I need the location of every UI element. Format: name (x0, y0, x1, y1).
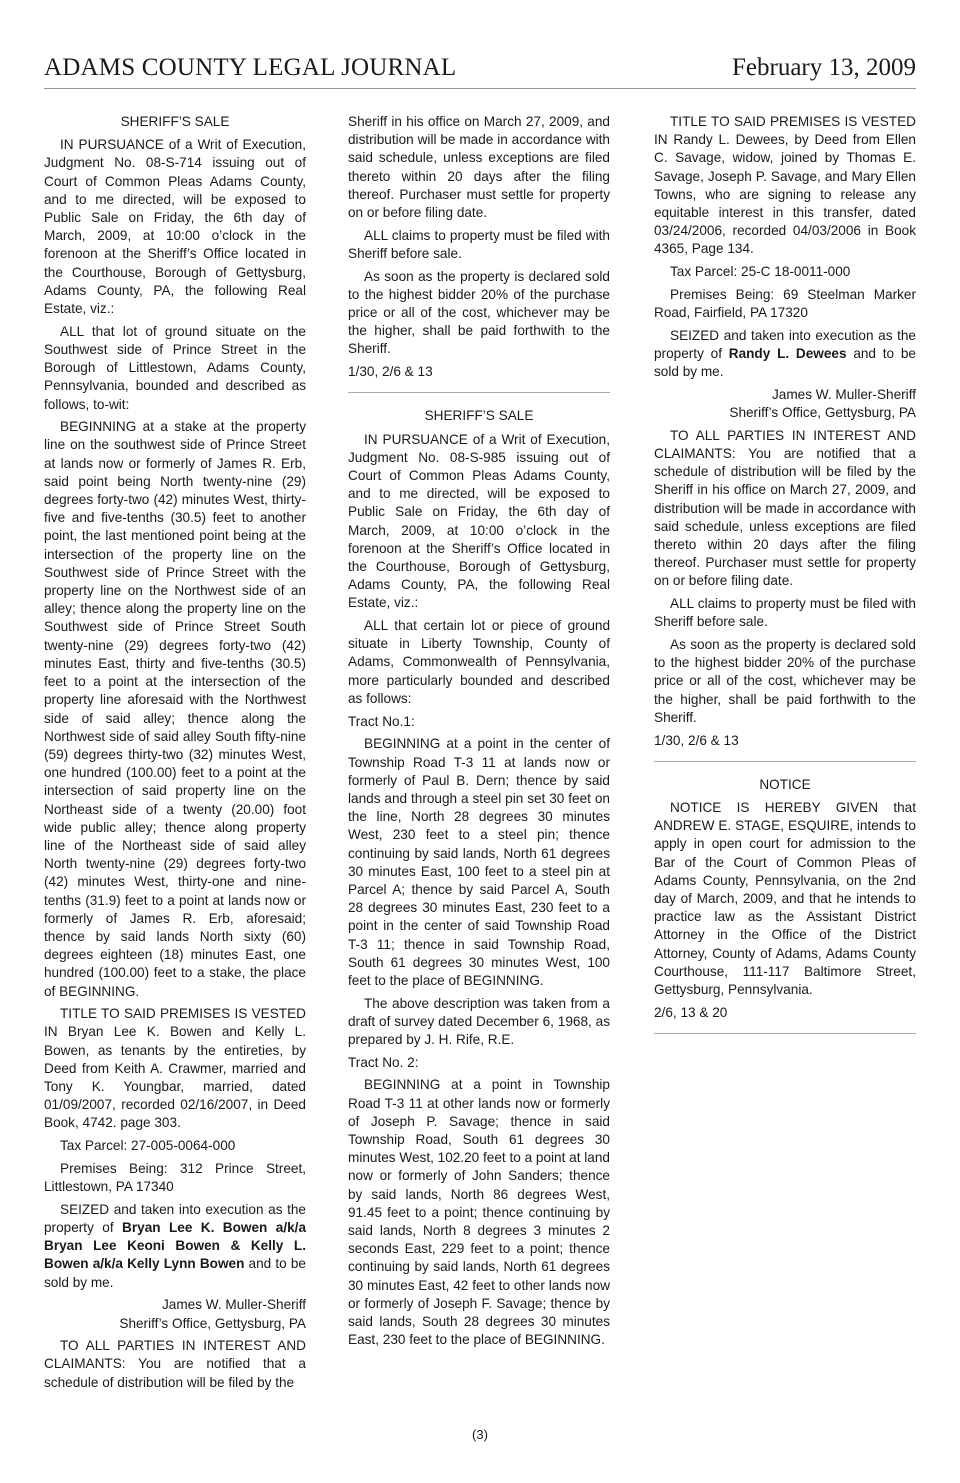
tax-parcel: Tax Parcel: 25-C 18-0011-000 (670, 264, 851, 280)
seized-suffix: and to be sold by me. (44, 1256, 306, 1290)
notice-paragraph: NOTICE IS HEREBY GIVEN that ANDREW E. STAGE, ESQUIRE, intends to apply in open court for admission to the Bar of the Court of Common Pleas of Adams County, Pennsylvania, on the 2nd day of March, 2009, and that he intends to practice law as the Assistant District Attorney in the Office of the District Attorney, County of Adams, Adams County Courthouse, 111-117 Baltimore Street, Gettysburg, Pennsylvania. (654, 799, 916, 997)
sheriff-office: Sheriff’s Office, Gettysburg, PA (729, 405, 916, 421)
writ-paragraph: IN PURSUANCE of a Writ of Execution, Judgment No. 08-S-985 issuing out of Court of Common Pleas Adams County, and to me directed, will be exposed to Public Sale on Friday, the 6th day of March, 2009, at 10:00 o’clock in the forenoon at the Sheriff’s Office located in the Courthouse, Borough of Gettysburg, Adams County, PA, the following Real Estate, viz.: (348, 431, 610, 611)
survey-paragraph: The above description was taken from a draft of survey dated December 6, 1968, as prepared by J. H. Rife, R.E. (348, 995, 610, 1048)
sheriffs-sale-heading: SHERIFF’S SALE (424, 408, 534, 424)
tract-1-description: BEGINNING at a point in the center of Township Road T-3 11 at lands now or formerly of Paul B. Dern; thence by said lands and through a steel pin set 30 feet on the line, North 28 degrees 30 minutes West, 230 feet to a steel pin; thence continuing by said lands, North 61 degrees 30 minutes East, 100 feet to a steel pin at Parcel A; thence by said Parcel A, South 28 degrees 30 minutes East, 230 feet to a point in the center of said Township Road T-3 11; thence in said Township Road, South 61 degrees 30 minutes West, 100 feet to the place of BEGINNING. (348, 736, 610, 988)
property-paragraph: ALL that certain lot or piece of ground situate in Liberty Township, County of Adams, Commonwealth of Pennsylvania, more particularly bounded and described as follows: (348, 618, 610, 706)
tax-parcel: Tax Parcel: 27-005-0064-000 (60, 1138, 236, 1154)
divider (348, 392, 610, 393)
payment-paragraph: As soon as the property is declared sold to the highest bidder 20% of the purchase price or all of the cost, whichever may be the higher, shall be paid forthwith to the Sheriff. (348, 268, 610, 357)
seized-text: SEIZED and taken into execution as the property of (654, 327, 916, 361)
defendant-name: Randy L. Dewees (728, 345, 847, 361)
sheriffs-sale-heading: SHERIFF’S SALE (120, 114, 230, 129)
property-paragraph: ALL that lot of ground situate on the Southwest side of Prince Street in the Borough of Littlestown, Adams County, Pennsylvania, bounded and described as follows, to-wit: (44, 323, 306, 412)
tract-2-description: BEGINNING at a point in Township Road T-3 11 at other lands now or formerly of Joseph P. Savage; thence in said Township Road, South 61 degrees 30 minutes West, 102.20 feet to a point at land now or formerly of John Sanders; thence by said lands, North 86 degrees West, 91.45 feet to a point; thence continuing by said lands, North 8 degrees 3 minutes 2 seconds East, 229 feet to a point; thence continuing by said lands, North 61 degrees 30 minutes East, 42 feet to other lands now or formerly of Joseph F. Savage; thence by said lands, South 28 degrees 30 minutes East, 230 feet to the place of BEGINNING. (348, 1077, 610, 1348)
claims-paragraph: ALL claims to property must be filed with Sheriff before sale. (654, 596, 916, 630)
claimants-paragraph: TO ALL PARTIES IN INTEREST AND CLAIMANTS: You are notified that a schedule of distribution will be filed by the Sheriff in his office on March 27, 2009, and distribution will be made in accordance with said schedule, unless exceptions are filed thereto within 20 days after the filing thereof. Purchaser must settle for property on or before filing date. (654, 427, 916, 589)
masthead (44, 52, 916, 89)
seized-paragraph (44, 1201, 306, 1292)
claimants-paragraph: TO ALL PARTIES IN INTEREST AND CLAIMANTS: You are notified that a schedule of distribution will be filed by the (44, 1338, 306, 1390)
notice-dates: 2/6, 13 & 20 (654, 1004, 728, 1020)
column-1 (44, 113, 306, 1396)
page-number: (3) (472, 1427, 488, 1442)
tract-2-label: Tract No. 2: (348, 1054, 419, 1070)
defendant-name: Bryan Lee K. Bowen a/k/a Bryan Lee Keoni Bowen & Kelly L. Bowen a/k/a Kelly Lynn Bowen (44, 1219, 307, 1272)
publication-dates: 1/30, 2/6 & 13 (348, 364, 433, 380)
notice-heading: NOTICE (759, 776, 811, 792)
writ-paragraph: IN PURSUANCE of a Writ of Execution, Judgment No. 08-S-714 issuing out of Court of Common Pleas Adams County, and to me directed, will be exposed to Public Sale on Friday, the 6th day of March, 2009, at 10:00 o’clock in the forenoon at the Sheriff’s Office located in the Courthouse, Borough of Gettysburg, Adams County, PA, the following Real Estate, viz.: (44, 137, 306, 317)
column-2 (348, 113, 610, 1354)
distribution-paragraph: Sheriff in his office on March 27, 2009, and distribution will be made in accordance with said schedule, unless exceptions are filed thereto within 20 days after the filing thereof. Purchaser must settle for property on or before filing date. (348, 114, 610, 221)
payment-paragraph: As soon as the property is declared sold to the highest bidder 20% of the purchase price or all of the cost, whichever may be the higher, shall be paid forthwith to the Sheriff. (654, 636, 916, 725)
seized-suffix: and to be sold by me. (654, 345, 916, 380)
column-3 (654, 113, 916, 1048)
premises: Premises Being: 69 Steelman Marker Road, Fairfield, PA 17320 (654, 286, 916, 321)
journal-title: ADAMS COUNTY LEGAL JOURNAL (44, 54, 457, 81)
divider (654, 761, 916, 762)
tract-1-label: Tract No.1: (348, 713, 415, 729)
seized-paragraph (654, 327, 916, 382)
title-paragraph: TITLE TO SAID PREMISES IS VESTED IN Bryan Lee K. Bowen and Kelly L. Bowen, as tenants by the entireties, by Deed from Keith A. Crawmer, married and Tony K. Youngbar, married, dated 01/09/2007, recorded 02/16/2007, in Deed Book, 4742. page 303. (44, 1006, 306, 1131)
description-paragraph: BEGINNING at a stake at the property line on the southwest side of Prince Street at lands now or formerly of James R. Erb, said point being North twenty-nine (29) degrees forty-two (42) minutes West, thirty-five and five-tenths (30.5) feet to another point, the last mentioned point being at the intersection of the property line on the Southwest side of Prince Street with the property line on the Northwest side of an alley; thence along the property line on the Southwest side of Prince Street South twenty-nine (29) degrees forty-two (42) minutes East, thirty and five-tenths (30.5) feet to a point at the intersection of the property line aforesaid with the Northwest side of said alley; thence along the Northwest side of said alley South fifty-nine (59) degrees thirty-two (32) minutes West, one hundred (100.00) feet to a point at the intersection of said property line on the Northeast side of a twenty (20.00) foot wide public alley; thence along property line of the Northeast side of said alley North twenty-nine (29) degrees forty-two (42) minutes West, thirty-one and nine-tenths (31.9) feet to a point at lands now or formerly of James R. Erb, aforesaid; thence by said lands North sixty (60) degrees eighteen (18) minutes East, one hundred (100.00) feet to a stake, the place of BEGINNING. (44, 419, 306, 999)
claims-paragraph: ALL claims to property must be filed with Sheriff before sale. (348, 227, 610, 261)
sheriff-name: James W. Muller-Sheriff (161, 1297, 306, 1313)
divider (654, 1033, 916, 1034)
title-paragraph: TITLE TO SAID PREMISES IS VESTED IN Randy L. Dewees, by Deed from Ellen C. Savage, widow, joined by Thomas E. Savage, Joseph P. Savage, and Mary Ellen Towns, who are signing to release any equitable interest in this transfer, dated 03/24/2006, recorded 04/03/2006 in Book 4365, Page 134. (654, 114, 916, 257)
premises: Premises Being: 312 Prince Street, Littlestown, PA 17340 (44, 1160, 306, 1195)
sheriff-name: James W. Muller-Sheriff (771, 386, 916, 402)
issue-date: February 13, 2009 (732, 54, 916, 81)
sheriff-office: Sheriff’s Office, Gettysburg, PA (119, 1315, 306, 1331)
publication-dates: 1/30, 2/6 & 13 (654, 732, 739, 748)
seized-text: SEIZED and taken into execution as the property of (44, 1201, 306, 1235)
